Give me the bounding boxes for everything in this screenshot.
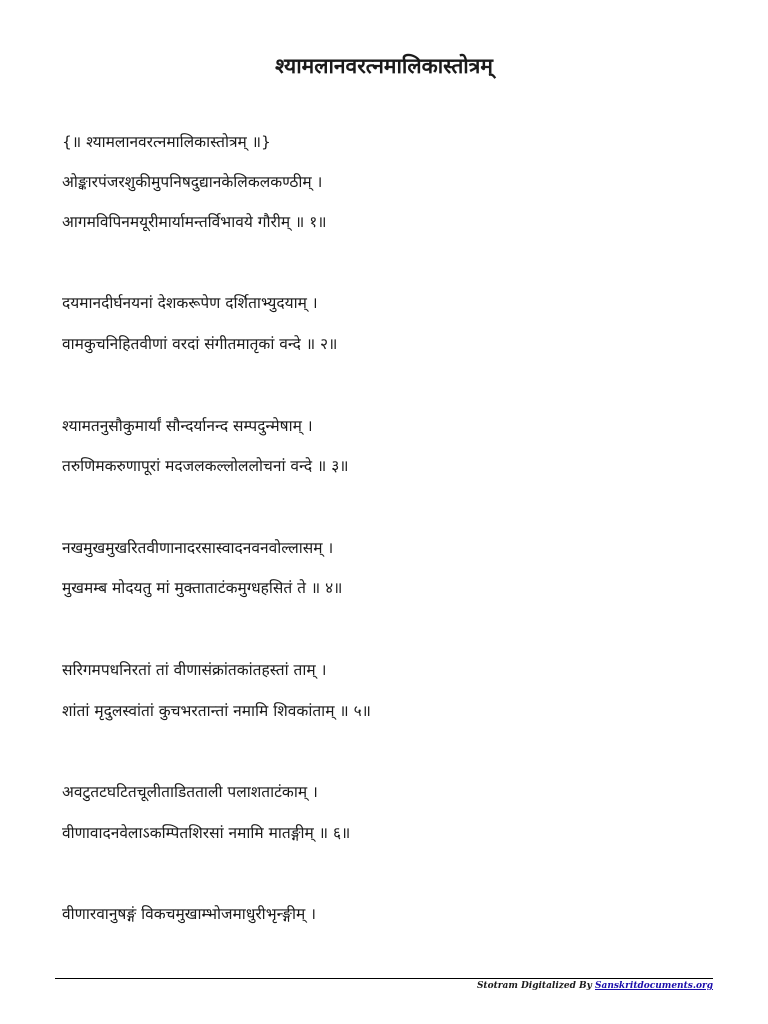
footer-divider [55, 978, 713, 979]
verse-line: सरिगमपधनिरतां तां वीणासंक्रांतकांतहस्तां ताम् । [62, 661, 327, 679]
sanskritdocuments-link[interactable]: Sanskritdocuments.org [594, 981, 713, 991]
footer-credit [477, 981, 713, 991]
verse-line: अवटुतटघटितचूलीताडितताली पलाशताटंकाम् । [62, 783, 318, 801]
heading-line: {॥ श्यामलानवरत्नमालिकास्तोत्रम् ॥} [62, 133, 271, 151]
verse-line: मुखमम्ब मोदयतु मां मुक्ताताटंकमुग्धहसितं ते ॥ ४॥ [62, 579, 343, 597]
verse-line: शांतां मृदुलस्वांतां कुचभरतान्तां नमामि शिवकांताम् ॥ ५॥ [62, 702, 371, 720]
verse-line: आगमविपिनमयूरीमार्यामन्तर्विभावये गौरीम् ॥ १॥ [62, 213, 327, 231]
verse-line: श्यामतनुसौकुमार्यां सौन्दर्यानन्द सम्पदुन्मेषाम् । [62, 417, 313, 435]
verse-line: तरुणिमकरुणापूरां मदजलकल्लोललोचनां वन्दे ॥ ३॥ [62, 457, 349, 475]
verse-line: दयमानदीर्घनयनां देशकरूपेण दर्शिताभ्युदयाम् । [62, 294, 318, 312]
verse-line: वीणावादनवेलाऽकम्पितशिरसां नमामि मातङ्गीम् ॥ ६॥ [62, 824, 351, 842]
page-title: श्यामलानवरत्नमालिकास्तोत्रम् [275, 54, 493, 78]
footer-prefix: Stotram Digitalized By [476, 981, 595, 991]
verse-line: नखमुखमुखरितवीणानादरसास्वादनवनवोल्लासम् । [62, 539, 334, 557]
verse-line: ओङ्कारपंजरशुकीमुपनिषदुद्यानकेलिकलकण्ठीम् । [62, 173, 323, 191]
verse-line: वामकुचनिहितवीणां वरदां संगीतमातृकां वन्दे ॥ २॥ [62, 335, 338, 353]
verse-line: वीणारवानुषङ्गं विकचमुखाम्भोजमाधुरीभृन्ङ्गीम् । [62, 905, 317, 923]
